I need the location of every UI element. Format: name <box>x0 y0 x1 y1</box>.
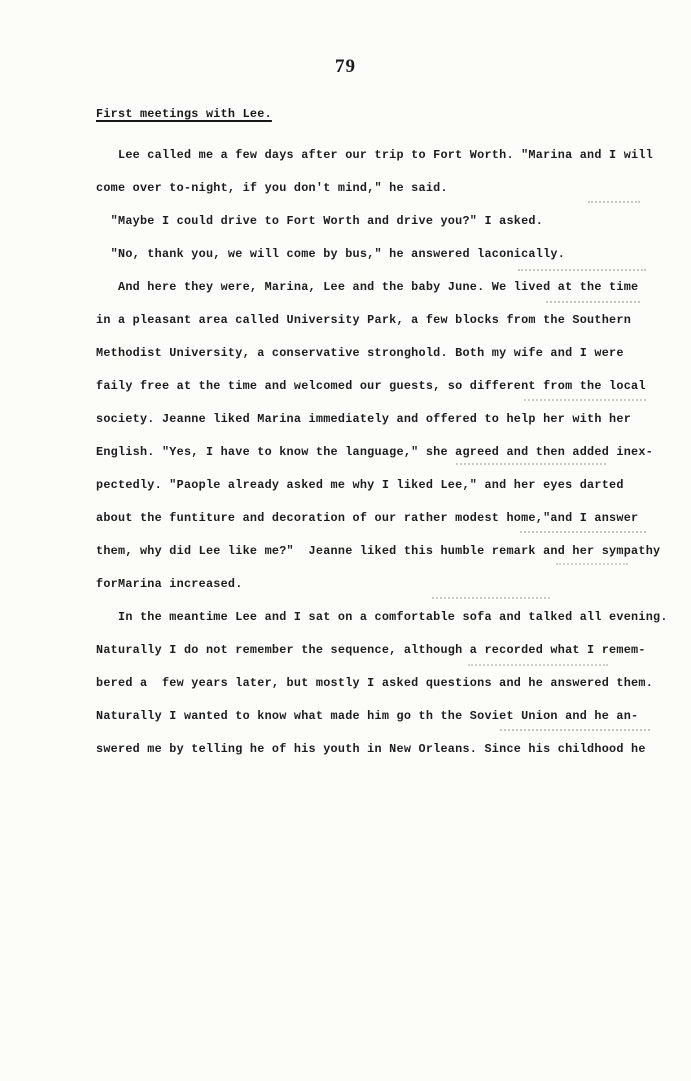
text-line: pectedly. "Paople already asked me why I liked Lee," and her eyes darted <box>96 478 624 492</box>
text-line: faily free at the time and welcomed our guests, so different from the local <box>96 379 646 393</box>
text-line: society. Jeanne liked Marina immediately and offered to help her with her <box>96 412 632 426</box>
body-text <box>96 139 668 766</box>
text-line: In the meantime Lee and I sat on a comfortable sofa and talked all evening. <box>96 610 668 624</box>
text-line: forMarina increased. <box>96 577 243 591</box>
text-line: Naturally I wanted to know what made him go th the Soviet Union and he an- <box>96 709 639 723</box>
text-line: Methodist University, a conservative stronghold. Both my wife and I were <box>96 346 624 360</box>
text-line: about the funtiture and decoration of our rather modest home,"and I answer <box>96 511 639 525</box>
text-line: "No, thank you, we will come by bus," he answered laconically. <box>96 247 566 261</box>
text-line: bered a few years later, but mostly I asked questions and he answered them. <box>96 676 654 690</box>
text-line: "Maybe I could drive to Fort Worth and drive you?" I asked. <box>96 214 544 228</box>
text-line: them, why did Lee like me?" Jeanne liked this humble remark and her sympathy <box>96 544 661 558</box>
text-line: English. "Yes, I have to know the language," she agreed and then added inex- <box>96 445 654 459</box>
text-line: swered me by telling he of his youth in New Orleans. Since his childhood he <box>96 742 646 756</box>
page-number: 79 <box>335 56 356 77</box>
text-line: And here they were, Marina, Lee and the baby June. We lived at the time <box>96 280 639 294</box>
text-line: Naturally I do not remember the sequence, although a recorded what I remem- <box>96 643 646 657</box>
text-line: come over to-night, if you don't mind," he said. <box>96 181 448 195</box>
text-line: in a pleasant area called University Park, a few blocks from the Southern <box>96 313 632 327</box>
section-heading: First meetings with Lee. <box>96 107 272 121</box>
text-line: Lee called me a few days after our trip to Fort Worth. "Marina and I will <box>96 148 654 162</box>
